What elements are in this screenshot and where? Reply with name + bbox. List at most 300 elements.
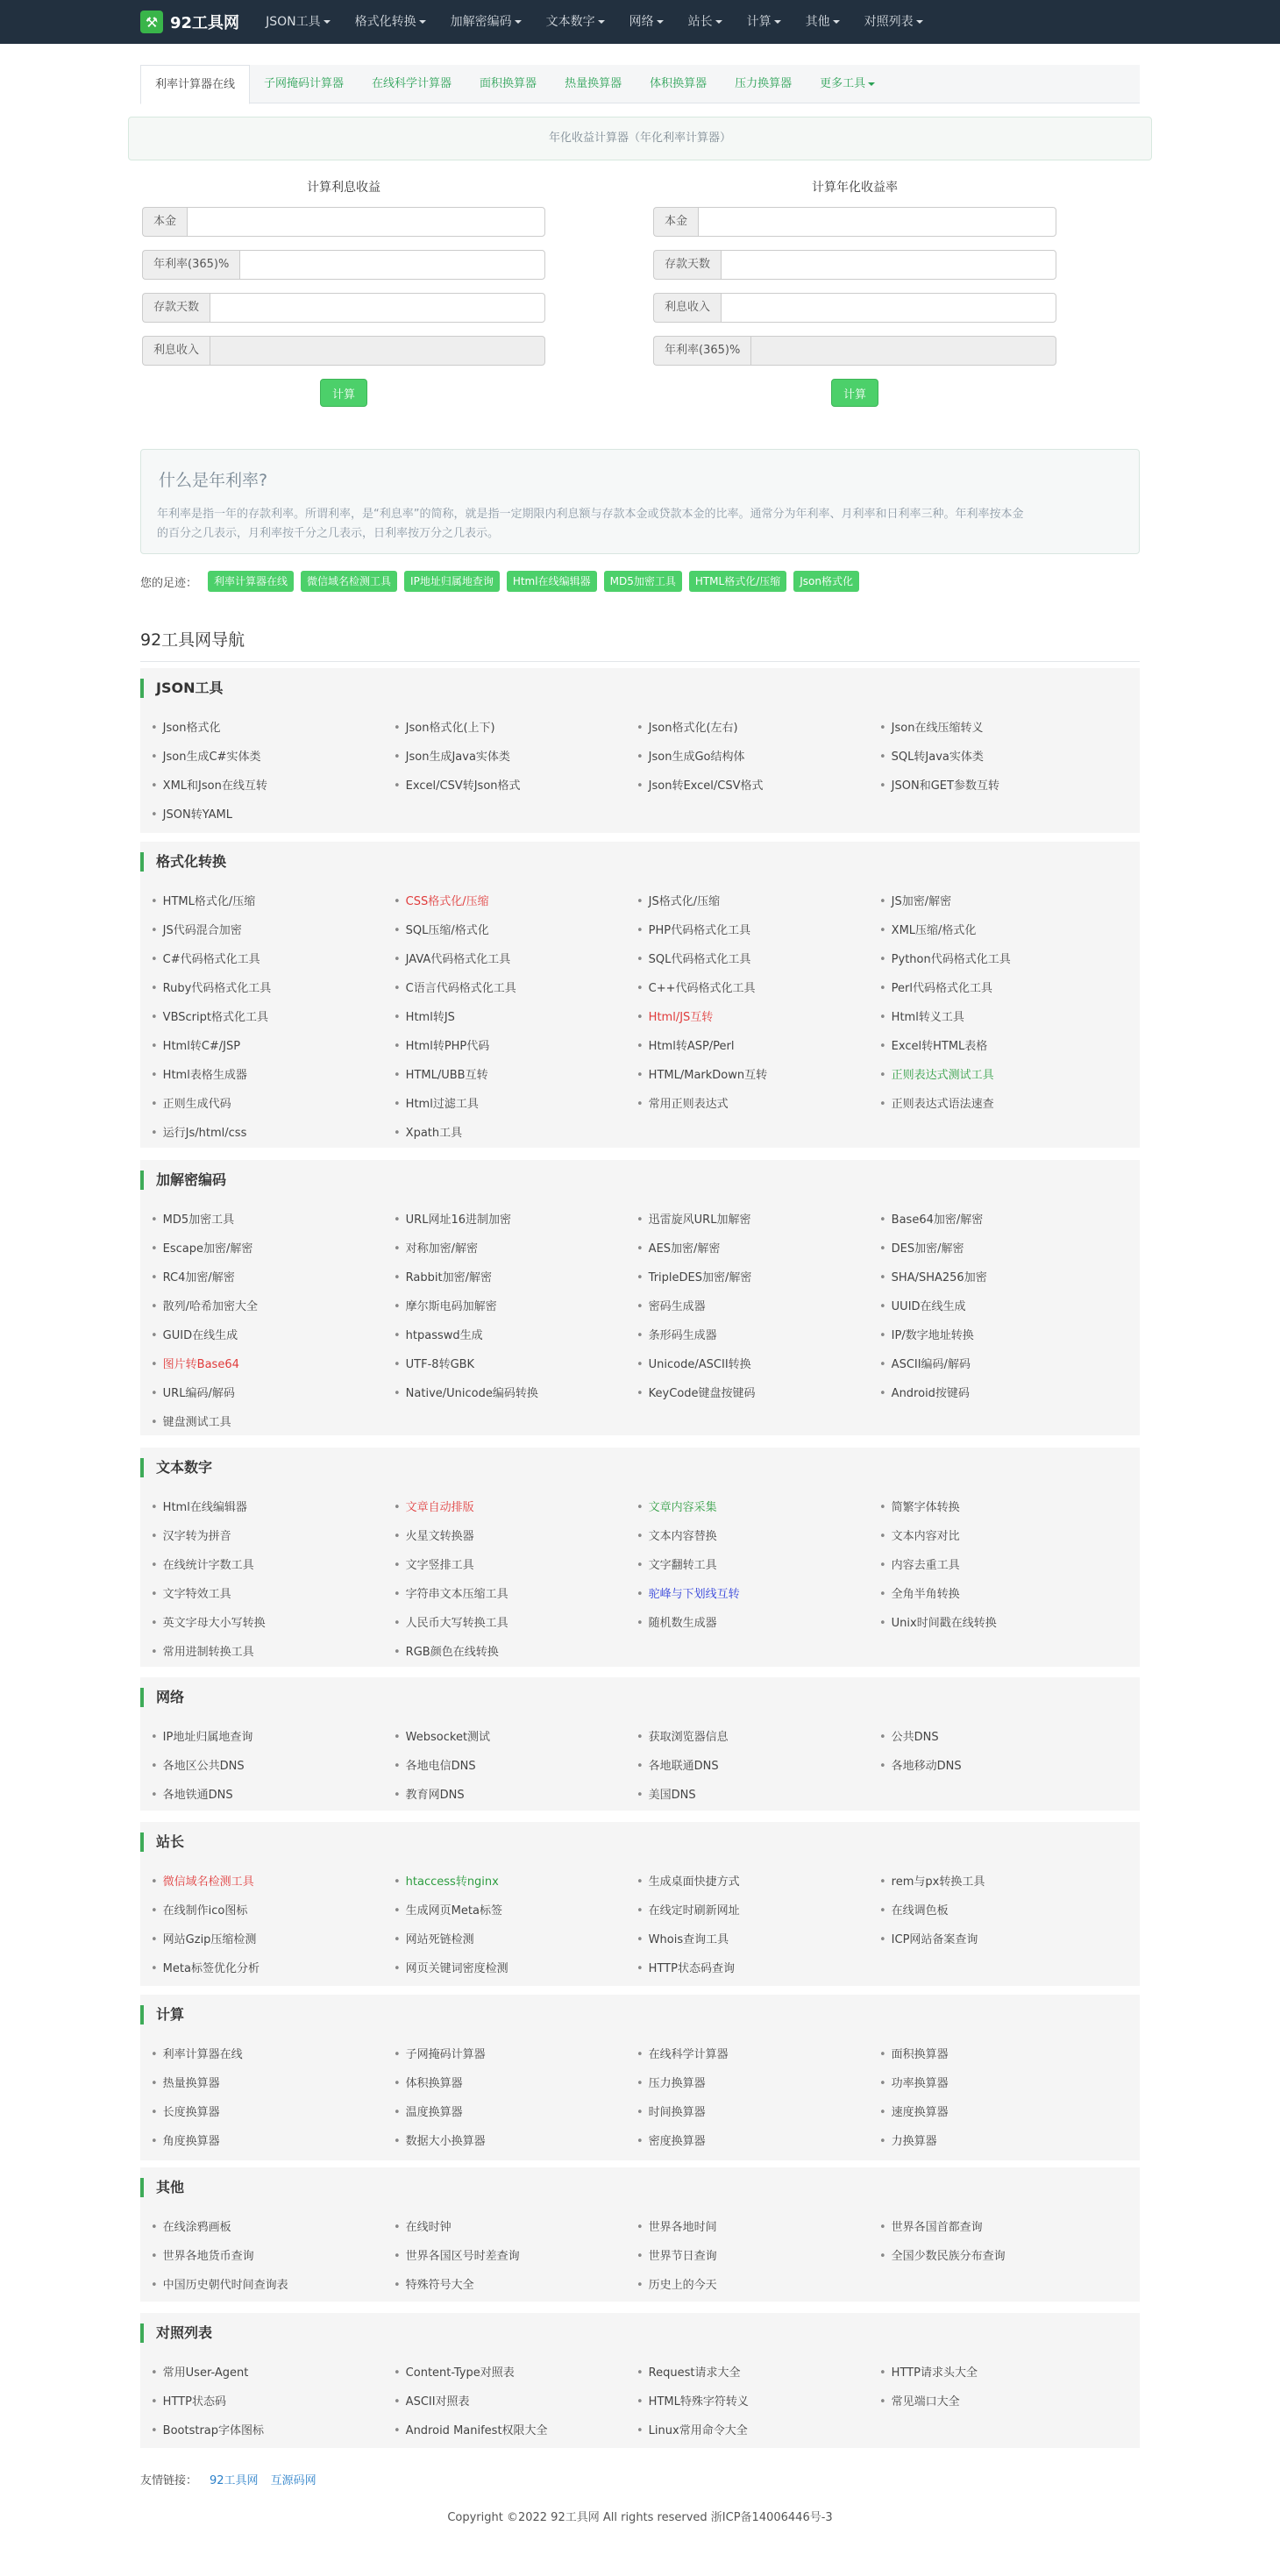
directory-link[interactable]: [879, 2242, 1122, 2271]
directory-link[interactable]: [879, 1061, 1122, 1090]
directory-link[interactable]: [394, 2416, 636, 2445]
directory-link-label: 图片转Base64: [162, 1358, 239, 1371]
directory-link[interactable]: [636, 2127, 879, 2156]
bullet-icon: •: [151, 1300, 158, 1313]
directory-link-label: C#代码格式化工具: [162, 953, 260, 966]
directory-link-label: Html转ASP/Perl: [648, 1040, 735, 1053]
directory-link[interactable]: [879, 714, 1122, 743]
directory-link[interactable]: [636, 1868, 879, 1896]
directory-link[interactable]: [636, 1522, 879, 1551]
history-tag[interactable]: MD5加密工具: [604, 571, 682, 592]
directory-link[interactable]: [636, 2098, 879, 2127]
directory-link[interactable]: [636, 2387, 879, 2416]
directory-link[interactable]: [151, 1061, 394, 1090]
bullet-icon: •: [151, 1731, 158, 1744]
directory-link[interactable]: [636, 2213, 879, 2242]
directory-link[interactable]: [394, 1032, 636, 1061]
directory-link[interactable]: [636, 1954, 879, 1983]
history-tag[interactable]: Json格式化: [793, 571, 859, 592]
directory-link-label: Unicode/ASCII转换: [648, 1358, 751, 1371]
bullet-icon: •: [394, 1933, 401, 1946]
directory-link[interactable]: [151, 1408, 394, 1437]
directory-link[interactable]: [879, 1522, 1122, 1551]
directory-link[interactable]: [879, 1723, 1122, 1752]
bullet-icon: •: [394, 1617, 401, 1630]
directory-link[interactable]: [636, 2242, 879, 2271]
directory-link[interactable]: [394, 772, 636, 801]
nav-menu-item[interactable]: [735, 0, 793, 44]
bullet-icon: •: [151, 2395, 158, 2409]
directory-link-label: 全国少数民族分布查询: [891, 2250, 1006, 2263]
directory-link[interactable]: [151, 1954, 394, 1983]
directory-link[interactable]: [879, 1321, 1122, 1350]
directory-link[interactable]: [636, 714, 879, 743]
calculate-yield-button[interactable]: 计算: [831, 379, 878, 407]
directory-link[interactable]: [879, 1235, 1122, 1263]
directory-link[interactable]: [394, 2069, 636, 2098]
directory-link[interactable]: [394, 1723, 636, 1752]
directory-link-label: Whois查询工具: [648, 1933, 729, 1946]
directory-link[interactable]: [879, 1609, 1122, 1638]
directory-link[interactable]: [394, 887, 636, 916]
directory-link[interactable]: [151, 1235, 394, 1263]
directory-link[interactable]: [151, 1292, 394, 1321]
directory-link[interactable]: [394, 1954, 636, 1983]
nav-menu-item[interactable]: [343, 0, 438, 44]
directory-link[interactable]: [394, 2271, 636, 2300]
directory-link[interactable]: [636, 1379, 879, 1408]
deposit-days-input[interactable]: [210, 293, 545, 323]
bullet-icon: •: [151, 1213, 158, 1227]
directory-link[interactable]: [151, 887, 394, 916]
directory-link[interactable]: [636, 1551, 879, 1580]
bullet-icon: •: [394, 2221, 401, 2234]
directory-link[interactable]: [394, 2098, 636, 2127]
annual-yield-calculator-title: 计算年化收益率: [812, 181, 898, 195]
directory-link[interactable]: [394, 945, 636, 974]
bullet-icon: •: [394, 924, 401, 937]
directory-link[interactable]: [879, 743, 1122, 772]
directory-link[interactable]: [879, 1925, 1122, 1954]
directory-link-label: 生成桌面快捷方式: [648, 1875, 740, 1889]
directory-link[interactable]: [879, 1350, 1122, 1379]
directory-link[interactable]: [151, 2213, 394, 2242]
directory-link[interactable]: [151, 714, 394, 743]
directory-link[interactable]: [394, 1752, 636, 1781]
directory-link[interactable]: [636, 945, 879, 974]
directory-link[interactable]: [151, 801, 394, 829]
bullet-icon: •: [636, 1904, 644, 1918]
tool-tab[interactable]: [721, 65, 806, 103]
directory-link[interactable]: [151, 974, 394, 1003]
bullet-icon: •: [879, 1731, 886, 1744]
directory-link-label: 利率计算器在线: [162, 2048, 243, 2061]
directory-link-label: HTML特殊字符转义: [648, 2395, 749, 2409]
tool-tab[interactable]: [466, 65, 551, 103]
directory-link-label: 常用正则表达式: [648, 1098, 729, 1111]
directory-link[interactable]: [151, 1868, 394, 1896]
directory-link-label: VBScript格式化工具: [162, 1011, 268, 1024]
directory-link[interactable]: [879, 974, 1122, 1003]
directory-link[interactable]: [636, 1896, 879, 1925]
directory-link[interactable]: [394, 2242, 636, 2271]
directory-link[interactable]: [636, 1003, 879, 1032]
directory-link[interactable]: [636, 2359, 879, 2387]
directory-link-label: Native/Unicode编码转换: [405, 1387, 538, 1400]
directory-link[interactable]: [636, 1350, 879, 1379]
bullet-icon: •: [151, 1530, 158, 1543]
directory-link[interactable]: [879, 1896, 1122, 1925]
bullet-icon: •: [151, 1011, 158, 1024]
annual-rate-label: 年利率(365)%: [653, 336, 750, 366]
directory-link[interactable]: [879, 1868, 1122, 1896]
directory-link[interactable]: [394, 2213, 636, 2242]
friend-link[interactable]: 互源码网: [270, 2474, 316, 2487]
bullet-icon: •: [151, 751, 158, 764]
annual-rate-input[interactable]: [239, 250, 545, 280]
directory-link[interactable]: [879, 2387, 1122, 2416]
directory-link[interactable]: [151, 1379, 394, 1408]
directory-link[interactable]: [394, 2387, 636, 2416]
directory-link[interactable]: [151, 916, 394, 945]
directory-link[interactable]: [879, 1379, 1122, 1408]
directory-link-label: URL编码/解码: [162, 1387, 235, 1400]
directory-link[interactable]: [151, 1090, 394, 1119]
directory-link[interactable]: [151, 1551, 394, 1580]
directory-link[interactable]: [151, 743, 394, 772]
bullet-icon: •: [151, 1588, 158, 1601]
directory-link[interactable]: [394, 1292, 636, 1321]
directory-link[interactable]: [879, 1032, 1122, 1061]
directory-link-label: 网站Gzip压缩检测: [162, 1933, 257, 1946]
annual-rate-field-group: [653, 336, 1056, 366]
directory-section-grid: [140, 2359, 1140, 2445]
tool-tab[interactable]: [358, 65, 466, 103]
directory-link-label: JS加密/解密: [891, 895, 952, 908]
directory-link[interactable]: [879, 2069, 1122, 2098]
directory-link[interactable]: [879, 945, 1122, 974]
directory-link-label: HTTP状态码查询: [648, 1962, 735, 1975]
bullet-icon: •: [394, 1904, 401, 1918]
directory-link[interactable]: [394, 916, 636, 945]
directory-link[interactable]: [394, 1003, 636, 1032]
directory-link-label: 正则表达式语法速查: [891, 1098, 994, 1111]
directory-link[interactable]: [151, 1206, 394, 1235]
directory-link[interactable]: [151, 1321, 394, 1350]
nav-menu-item[interactable]: [438, 0, 534, 44]
directory-link[interactable]: [394, 1090, 636, 1119]
directory-link[interactable]: [151, 1003, 394, 1032]
directory-link[interactable]: [636, 974, 879, 1003]
nav-menu-label: 文本数字: [545, 15, 595, 29]
directory-link[interactable]: [151, 1609, 394, 1638]
directory-link-label: 文字竖排工具: [405, 1559, 474, 1572]
bullet-icon: •: [151, 1875, 158, 1889]
directory-link-label: Json生成Java实体类: [405, 751, 510, 764]
directory-link[interactable]: [636, 2416, 879, 2445]
directory-link[interactable]: [151, 772, 394, 801]
directory-link[interactable]: [394, 2040, 636, 2069]
directory-link-label: 在线定时刷新网址: [648, 1904, 740, 1918]
directory-link[interactable]: [151, 1896, 394, 1925]
directory-link[interactable]: [151, 1493, 394, 1522]
directory-link[interactable]: [151, 945, 394, 974]
bullet-icon: •: [879, 895, 886, 908]
directory-link[interactable]: [151, 1522, 394, 1551]
nav-menu-item[interactable]: [253, 0, 343, 44]
directory-link[interactable]: [636, 1235, 879, 1263]
directory-link[interactable]: [151, 1119, 394, 1148]
directory-link-label: 文本内容对比: [891, 1530, 960, 1543]
bullet-icon: •: [879, 1242, 886, 1256]
directory-link-label: SQL压缩/格式化: [405, 924, 489, 937]
directory-link[interactable]: [636, 772, 879, 801]
calculate-interest-button[interactable]: 计算: [320, 379, 367, 407]
directory-link[interactable]: [394, 1781, 636, 1810]
directory-link[interactable]: [879, 2127, 1122, 2156]
directory-link[interactable]: [151, 2359, 394, 2387]
directory-link[interactable]: [636, 1206, 879, 1235]
bullet-icon: •: [636, 1213, 644, 1227]
directory-link[interactable]: [151, 1752, 394, 1781]
directory-link[interactable]: [879, 772, 1122, 801]
directory-link[interactable]: [151, 1263, 394, 1292]
directory-link-label: 网页关键词密度检测: [405, 1962, 508, 1975]
directory-link[interactable]: [636, 1609, 879, 1638]
directory-link[interactable]: [394, 1263, 636, 1292]
directory-link-label: SQL转Java实体类: [891, 751, 984, 764]
directory-link[interactable]: [879, 1206, 1122, 1235]
directory-link[interactable]: [394, 2359, 636, 2387]
directory-link-label: 在线科学计算器: [648, 2048, 729, 2061]
directory-link[interactable]: [394, 1609, 636, 1638]
tool-tab-label: 子网掩码计算器: [264, 77, 345, 90]
directory-link[interactable]: [394, 1868, 636, 1896]
directory-link[interactable]: [151, 2416, 394, 2445]
directory-link[interactable]: [394, 1321, 636, 1350]
directory-link[interactable]: [636, 1493, 879, 1522]
site-logo[interactable]: [140, 11, 239, 33]
interest-income-label: 利息收入: [653, 293, 721, 323]
directory-link[interactable]: [151, 2242, 394, 2271]
directory-link[interactable]: [879, 1752, 1122, 1781]
directory-link[interactable]: [394, 1206, 636, 1235]
directory-link[interactable]: [879, 1493, 1122, 1522]
directory-link[interactable]: [879, 1263, 1122, 1292]
directory-link[interactable]: [151, 1032, 394, 1061]
directory-link-label: RGB颜色在线转换: [405, 1646, 499, 1659]
directory-link[interactable]: [394, 1119, 636, 1148]
directory-link[interactable]: [879, 887, 1122, 916]
directory-link[interactable]: [394, 974, 636, 1003]
directory-link[interactable]: [151, 2127, 394, 2156]
directory-link[interactable]: [394, 743, 636, 772]
directory-link[interactable]: [394, 1638, 636, 1667]
directory-link[interactable]: [636, 1032, 879, 1061]
bullet-icon: •: [394, 1962, 401, 1975]
bullet-icon: •: [636, 1387, 644, 1400]
directory-link[interactable]: [394, 1551, 636, 1580]
friend-link[interactable]: 92工具网: [210, 2474, 259, 2487]
directory-link-label: 子网掩码计算器: [405, 2048, 486, 2061]
directory-link[interactable]: [394, 1235, 636, 1263]
directory-link[interactable]: [394, 1896, 636, 1925]
directory-link[interactable]: [151, 2098, 394, 2127]
history-tag[interactable]: IP地址归属地查询: [404, 571, 500, 592]
tool-tab-label: 体积换算器: [650, 77, 708, 90]
directory-link[interactable]: [636, 1925, 879, 1954]
directory-link[interactable]: [394, 1580, 636, 1609]
bullet-icon: •: [879, 982, 886, 995]
nav-menu-item[interactable]: [852, 0, 935, 44]
tool-tab[interactable]: [551, 65, 636, 103]
directory-link-label: Unix时间戳在线转换: [891, 1617, 997, 1630]
bullet-icon: •: [636, 1329, 644, 1342]
bullet-icon: •: [879, 2048, 886, 2061]
directory-link[interactable]: [636, 2069, 879, 2098]
directory-link[interactable]: [636, 1723, 879, 1752]
deposit-days-input[interactable]: [721, 250, 1056, 280]
bullet-icon: •: [151, 808, 158, 822]
directory-link[interactable]: [636, 2040, 879, 2069]
bullet-icon: •: [151, 1127, 158, 1140]
principal-label: 本金: [142, 207, 187, 237]
bullet-icon: •: [636, 1530, 644, 1543]
directory-link-label: 各地区公共DNS: [162, 1760, 245, 1773]
directory-link[interactable]: [879, 2213, 1122, 2242]
directory-link-label: URL网址16进制加密: [405, 1213, 512, 1227]
directory-link-label: 微信域名检测工具: [162, 1875, 254, 1889]
directory-link-label: Json在线压缩转义: [891, 722, 984, 735]
directory-link[interactable]: [636, 1263, 879, 1292]
directory-link[interactable]: [636, 1061, 879, 1090]
directory-link[interactable]: [151, 1638, 394, 1667]
directory-link[interactable]: [636, 1580, 879, 1609]
history-tag[interactable]: 微信域名检测工具: [301, 571, 397, 592]
directory-link[interactable]: [879, 1090, 1122, 1119]
directory-link-label: 汉字转为拼音: [162, 1530, 231, 1543]
interest-income-input[interactable]: [721, 293, 1056, 323]
directory-link[interactable]: [636, 916, 879, 945]
deposit-days-label: 存款天数: [142, 293, 210, 323]
directory-link[interactable]: [879, 2359, 1122, 2387]
directory-link[interactable]: [151, 2040, 394, 2069]
principal-input[interactable]: [698, 207, 1056, 237]
nav-menu-item[interactable]: [617, 0, 676, 44]
directory-link[interactable]: [151, 2069, 394, 2098]
directory-link[interactable]: [636, 887, 879, 916]
directory-link[interactable]: [636, 1292, 879, 1321]
directory-link[interactable]: [151, 2387, 394, 2416]
history-tag[interactable]: 利率计算器在线: [208, 571, 294, 592]
bullet-icon: •: [636, 924, 644, 937]
directory-link-label: 公共DNS: [891, 1731, 939, 1744]
directory-link[interactable]: [879, 1292, 1122, 1321]
bullet-icon: •: [636, 1300, 644, 1313]
directory-section-grid: [140, 1493, 1140, 1667]
nav-menu-item[interactable]: [676, 0, 735, 44]
principal-input[interactable]: [187, 207, 545, 237]
history-tag[interactable]: Html在线编辑器: [507, 571, 597, 592]
directory-link-label: 面积换算器: [891, 2048, 949, 2061]
bullet-icon: •: [636, 1011, 644, 1024]
directory-link[interactable]: [151, 1350, 394, 1379]
directory-link[interactable]: [394, 1379, 636, 1408]
deposit-days-field-group: [142, 293, 545, 323]
directory-link[interactable]: [636, 1752, 879, 1781]
directory-link[interactable]: [636, 1781, 879, 1810]
directory-link-label: C++代码格式化工具: [648, 982, 756, 995]
principal-field-group: [142, 207, 545, 237]
directory-link[interactable]: [394, 2127, 636, 2156]
directory-link[interactable]: [394, 714, 636, 743]
directory-section-grid: [140, 2213, 1140, 2300]
directory-link[interactable]: [394, 1493, 636, 1522]
directory-link[interactable]: [151, 1723, 394, 1752]
bullet-icon: •: [394, 1098, 401, 1111]
bullet-icon: •: [394, 2424, 401, 2437]
bullet-icon: •: [151, 1040, 158, 1053]
directory-link-label: Content-Type对照表: [405, 2366, 515, 2380]
bullet-icon: •: [151, 2048, 158, 2061]
directory-link[interactable]: [879, 2098, 1122, 2127]
directory-link[interactable]: [151, 2271, 394, 2300]
directory-link-label: TripleDES加密/解密: [648, 1271, 752, 1284]
directory-link[interactable]: [879, 916, 1122, 945]
bullet-icon: •: [636, 982, 644, 995]
tool-tab[interactable]: [140, 65, 250, 104]
directory-link[interactable]: [636, 2271, 879, 2300]
nav-menu-item[interactable]: [534, 0, 617, 44]
history-tag[interactable]: HTML格式化/压缩: [689, 571, 786, 592]
tool-tab[interactable]: [636, 65, 721, 103]
bullet-icon: •: [636, 1875, 644, 1889]
directory-link-label: HTTP请求头大全: [891, 2366, 978, 2380]
bullet-icon: •: [636, 1098, 644, 1111]
directory-link[interactable]: [394, 1925, 636, 1954]
bullet-icon: •: [879, 2395, 886, 2409]
directory-link-label: Html转义工具: [891, 1011, 964, 1024]
directory-link[interactable]: [394, 1061, 636, 1090]
directory-link[interactable]: [394, 1350, 636, 1379]
bullet-icon: •: [151, 1962, 158, 1975]
directory-link[interactable]: [879, 1551, 1122, 1580]
directory-link[interactable]: [151, 1580, 394, 1609]
tool-tab[interactable]: [806, 65, 889, 103]
bullet-icon: •: [636, 2135, 644, 2148]
directory-link[interactable]: [636, 1090, 879, 1119]
directory-section-title: 对照列表: [140, 2323, 1140, 2343]
directory-link-label: HTML格式化/压缩: [162, 895, 256, 908]
directory-section: [140, 1822, 1140, 1986]
directory-link[interactable]: [879, 1003, 1122, 1032]
directory-link[interactable]: [636, 743, 879, 772]
directory-link[interactable]: [151, 1781, 394, 1810]
nav-menu-label: 网络: [629, 15, 654, 29]
directory-link[interactable]: [394, 1522, 636, 1551]
tool-tab-label: 热量换算器: [565, 77, 622, 90]
bullet-icon: •: [636, 1789, 644, 1802]
tool-tab[interactable]: [250, 65, 358, 103]
directory-link[interactable]: [151, 1925, 394, 1954]
bullet-icon: •: [394, 2395, 401, 2409]
info-panel: [140, 449, 1140, 554]
directory-link[interactable]: [636, 1321, 879, 1350]
directory-link[interactable]: [879, 2040, 1122, 2069]
directory-link-label: Android Manifest权限大全: [405, 2424, 548, 2437]
directory-link[interactable]: [879, 1580, 1122, 1609]
nav-menu-item[interactable]: [793, 0, 852, 44]
